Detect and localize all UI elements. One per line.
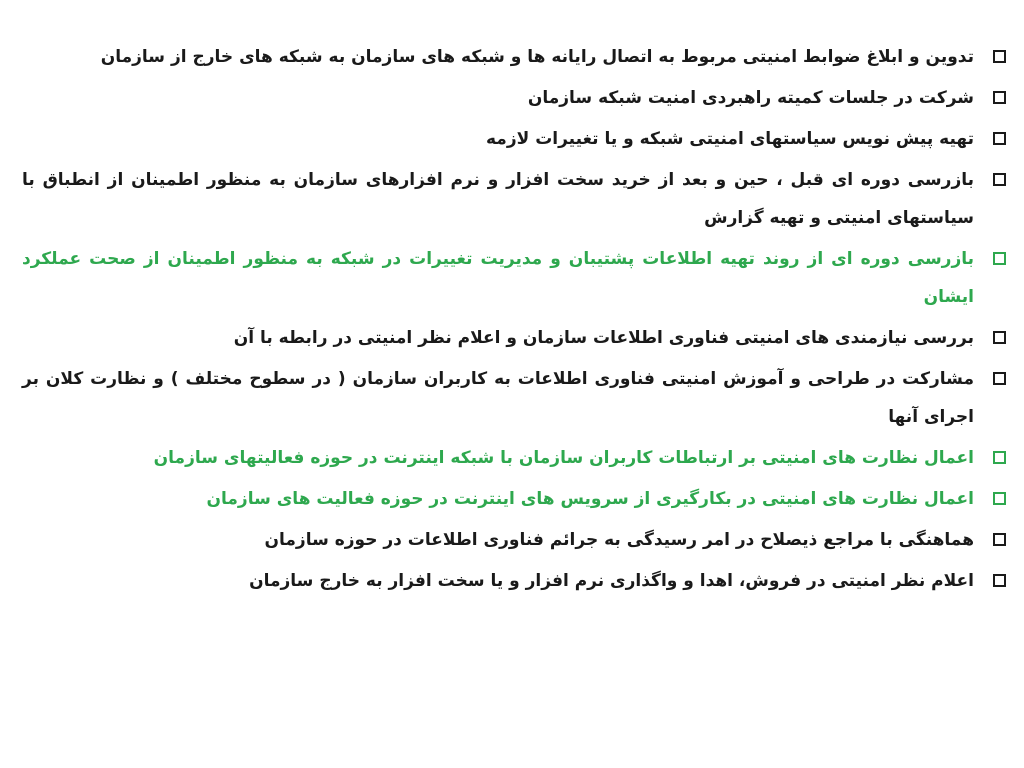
checkbox-square-icon bbox=[993, 574, 1006, 587]
checkbox-square-icon bbox=[993, 91, 1006, 104]
bullet-list bbox=[22, 38, 974, 600]
list-item-text: بازرسی دوره ای قبل ، حین و بعد از خرید سخت افزار و نرم افزارهای سازمان به منظور اطمینان از انطباق با سیاستهای امنیتی و تهیه گزارش bbox=[22, 170, 974, 228]
list-item bbox=[22, 360, 974, 436]
list-item-text: تدوین و ابلاغ ضوابط امنیتی مربوط به اتصال رایانه ها و شبکه های سازمان به شبکه های خارج از سازمان bbox=[100, 47, 974, 67]
checkbox-square-icon bbox=[993, 372, 1006, 385]
list-item bbox=[22, 79, 974, 117]
checkbox-square-icon bbox=[993, 132, 1006, 145]
checkbox-square-icon bbox=[993, 50, 1006, 63]
list-item bbox=[22, 38, 974, 76]
checkbox-square-icon bbox=[993, 451, 1006, 464]
list-item bbox=[22, 521, 974, 559]
checkbox-square-icon bbox=[993, 492, 1006, 505]
list-item-text: هماهنگی با مراجع ذیصلاح در امر رسیدگی به جرائم فناوری اطلاعات در حوزه سازمان bbox=[264, 530, 974, 550]
checkbox-square-icon bbox=[993, 533, 1006, 546]
checkbox-square-icon bbox=[993, 331, 1006, 344]
list-item-highlighted bbox=[22, 240, 974, 316]
list-item-text: مشارکت در طراحی و آموزش امنیتی فناوری اطلاعات به کاربران سازمان ( در سطوح مختلف ) و نظارت کلان بر اجرای آنها bbox=[22, 369, 974, 427]
list-item-highlighted bbox=[22, 480, 974, 518]
checkbox-square-icon bbox=[993, 173, 1006, 186]
list-item-text: بازرسی دوره ای از روند تهیه اطلاعات پشتیبان و مدیریت تغییرات در شبکه به منظور اطمینان از صحت عملکرد ایشان bbox=[22, 249, 974, 307]
slide-content bbox=[22, 38, 974, 603]
list-item-text: شرکت در جلسات کمیته راهبردی امنیت شبکه سازمان bbox=[527, 88, 974, 108]
list-item-text: اعلام نظر امنیتی در فروش، اهدا و واگذاری نرم افزار و یا سخت افزار به خارج سازمان bbox=[249, 571, 974, 591]
list-item bbox=[22, 319, 974, 357]
list-item-highlighted bbox=[22, 439, 974, 477]
list-item-text: اعمال نظارت های امنیتی بر ارتباطات کاربران سازمان با شبکه اینترنت در حوزه فعالیتهای سازمان bbox=[153, 448, 974, 468]
list-item bbox=[22, 120, 974, 158]
list-item-text: تهیه پیش نویس سیاستهای امنیتی شبکه و یا تغییرات لازمه bbox=[486, 129, 974, 149]
list-item-text: اعمال نظارت های امنیتی در بکارگیری از سرویس های اینترنت در حوزه فعالیت های سازمان bbox=[206, 489, 974, 509]
checkbox-square-icon bbox=[993, 252, 1006, 265]
list-item bbox=[22, 161, 974, 237]
list-item bbox=[22, 562, 974, 600]
list-item-text: بررسی نیازمندی های امنیتی فناوری اطلاعات سازمان و اعلام نظر امنیتی در رابطه با آن bbox=[233, 328, 974, 348]
